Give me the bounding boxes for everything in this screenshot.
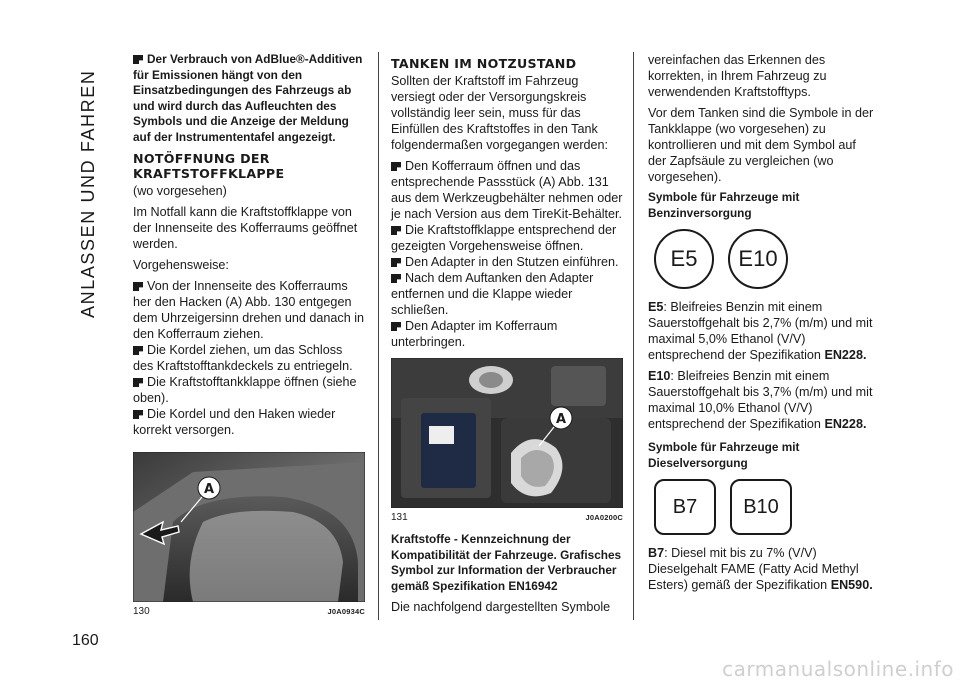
- side-section-title: ANLASSEN UND FAHREN: [78, 69, 98, 318]
- paragraph: Vor dem Tanken sind die Symbole in der Tankklappe (wo vorgesehen) zu kontrollieren und mit dem Symbol auf der Zapfsäule zu vergleichen (wo vorgesehen).: [648, 106, 874, 184]
- trunk-hook-photo: [133, 452, 365, 602]
- paragraph: vereinfachen das Erkennen des korrekten, in Ihrem Fahrzeug zu verwendenden Kraftstofftyps.: [648, 53, 827, 99]
- list-item: Die Kraftstoffklappe entsprechend der gezeigten Vorgehensweise öffnen.: [391, 223, 617, 253]
- paragraph: Vorgehensweise:: [133, 258, 229, 272]
- adblue-note: Der Verbrauch von AdBlue®-Additiven für Emissionen hängt von den Einsatzbedingungen des Fahrzeugs ab und wird durch das Aufleuchten des Symbols und die Anzeige der Meldung auf der Instrumententafel angezeigt.: [133, 52, 363, 144]
- watermark: carmanualsonline.info: [722, 657, 954, 681]
- column-left: [133, 52, 365, 620]
- subnote: (wo vorgesehen): [133, 184, 227, 198]
- bullet-icon: [133, 346, 143, 355]
- b7-description: B7: Diesel mit bis zu 7% (V/V) Dieselgehalt FAME (Fatty Acid Methyl Esters) gemäß der Spezifikation EN590.: [648, 546, 873, 592]
- bullet-icon: [391, 258, 401, 267]
- diesel-symbols: [654, 479, 874, 535]
- step-list: [391, 158, 623, 350]
- list-item: Nach dem Auftanken den Adapter entfernen und die Klappe wieder schließen.: [391, 271, 594, 317]
- bullet-icon: [133, 378, 143, 387]
- list-item: Den Adapter in den Stutzen einführen.: [391, 254, 623, 270]
- figure-number: 131: [391, 512, 408, 523]
- step-list: [133, 278, 365, 438]
- figure-code: J0A0200C: [585, 513, 623, 522]
- bullet-icon: [391, 226, 401, 235]
- petrol-heading: Symbole für Fahrzeuge mit Benzinversorgung: [648, 190, 800, 220]
- list-item: Den Adapter im Kofferraum unterbringen.: [391, 319, 558, 349]
- b7-symbol: B7: [654, 479, 716, 535]
- paragraph: Sollten der Kraftstoff im Fahrzeug versiegt oder der Versorgungskreis vollständig leer sein, muss für das Einfüllen des Kraftstoffes in den Tank folgendermaßen vorgegangen werden:: [391, 74, 609, 152]
- bullet-icon: [133, 410, 143, 419]
- list-item: Die Kordel und den Haken wieder korrekt versorgen.: [133, 407, 336, 437]
- callout-label: A: [555, 412, 567, 427]
- section-heading: TANKEN IM NOTZUSTAND: [391, 56, 577, 71]
- bullet-icon: [391, 322, 401, 331]
- figure-caption: [391, 510, 623, 526]
- list-item: Von der Innenseite des Kofferraums her den Hacken (A) Abb. 130 entgegen dem Uhrzeigersinn drehen und danach in den Kofferraum ziehen.: [133, 279, 365, 341]
- petrol-symbols: [654, 229, 874, 289]
- callout-label: A: [203, 482, 215, 497]
- paragraph: Im Notfall kann die Kraftstoffklappe von der Innenseite des Kofferraums geöffnet werden.: [133, 205, 358, 251]
- list-item: Die Kraftstofftankklappe öffnen (siehe oben).: [133, 375, 357, 405]
- list-item: Den Kofferraum öffnen und das entsprechende Passstück (A) Abb. 131 aus dem Werkzeugbehälter nehmen oder je nach Version aus dem TireKit-Behälter.: [391, 159, 623, 221]
- figure-130: [133, 452, 365, 620]
- paragraph: Die nachfolgend dargestellten Symbole: [391, 600, 611, 614]
- column-right: [648, 52, 874, 598]
- section-heading: NOTÖFFNUNG DER KRAFTSTOFFKLAPPE: [133, 151, 285, 181]
- figure-caption: [133, 604, 365, 620]
- bullet-icon: [133, 55, 143, 64]
- bullet-icon: [133, 282, 143, 291]
- e10-description: E10: Bleifreies Benzin mit einem Sauerstoffgehalt bis 3,7% (m/m) und mit maximal 10,0% Ethanol (V/V) entsprechend der Spezifikation EN228.: [648, 369, 873, 431]
- bullet-icon: [391, 162, 401, 171]
- bullet-icon: [391, 274, 401, 283]
- e10-symbol: E10: [728, 229, 788, 289]
- adapter-photo: [391, 358, 623, 508]
- b10-symbol: B10: [730, 479, 792, 535]
- figure-131: [391, 358, 623, 526]
- diesel-heading: Symbole für Fahrzeuge mit Dieselversorgung: [648, 440, 800, 470]
- figure-code: J0A0934C: [327, 607, 365, 616]
- list-item: Die Kordel ziehen, um das Schloss des Kraftstofftankdeckels zu entriegeln.: [133, 343, 353, 373]
- fuel-compatibility-heading: Kraftstoffe - Kennzeichnung der Kompatibilität der Fahrzeuge. Grafisches Symbol zur Information der Verbraucher gemäß Spezifikation EN16942: [391, 532, 622, 593]
- e5-description: E5: Bleifreies Benzin mit einem Sauerstoffgehalt bis 2,7% (m/m) und mit maximal 5,0% Ethanol (V/V) entsprechend der Spezifikation EN228.: [648, 300, 873, 362]
- column-divider: [633, 52, 634, 620]
- column-divider: [378, 52, 379, 620]
- page-number: 160: [72, 632, 99, 649]
- figure-number: 130: [133, 606, 150, 617]
- e5-symbol: E5: [654, 229, 714, 289]
- column-middle: [391, 52, 623, 620]
